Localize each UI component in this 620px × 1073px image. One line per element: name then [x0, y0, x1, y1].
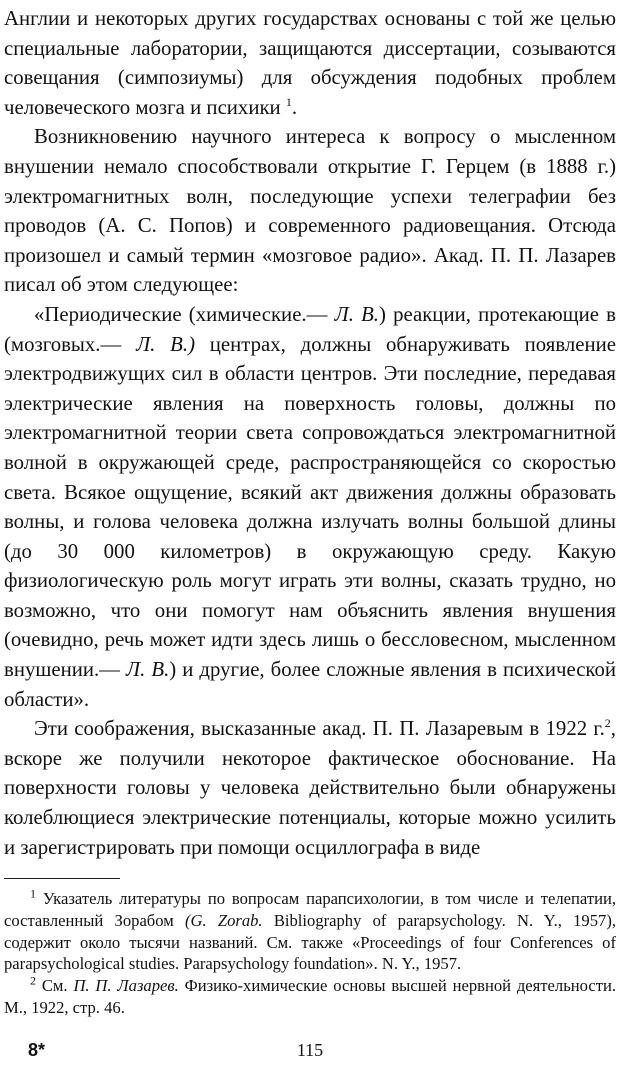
signature-mark: 8*	[28, 1040, 46, 1060]
paragraph	[4, 300, 616, 714]
footnotes	[4, 888, 616, 1019]
text-run: ) реакции, протекающие в (мозговых.—	[4, 302, 616, 356]
page-number: 115	[296, 1040, 324, 1060]
text-run: Физико-химические основы высшей нервной деятельности. М., 1922, стр. 46.	[4, 976, 617, 1017]
italic-text: Л. В.)	[136, 332, 195, 356]
text-run: центрах, должны обнаруживать появление электродвижущих сил в области центров. Эти последние, передавая электрические явления на поверхность головы, должны по электромагнитной теории света сопровождаться электромагнитной волной в окружающей среде, распространяющейся со скоростью света. Всякое ощущение, всякий акт движения должны образовать волны, и голова человека должна излучать волны большой длины (до 30 000 километров) в окружающую среду. Какую физиологическую роль могут играть эти волны, сказать трудно, но возможно, что они помогут нам объяснить явления внушения (очевидно, речь может идти здесь лишь о бессловесном, мысленном внушении.—	[4, 332, 617, 682]
italic-text: Л. В.	[126, 658, 170, 682]
footnote	[4, 888, 616, 975]
text-run: Возникновению научного интереса к вопросу о мысленном внушении немало способствовали открытие Г. Герцем (в 1888 г.) электромагнитных волн, последующие успехи телеграфии без проводов (А. С. Попов) и современного радиовещания. Отсюда произошел и самый термин «мозговое радио». Акад. П. П. Лазарев писал об этом следующее:	[4, 125, 616, 297]
text-run: Bibliography of parapsychology. N. Y., 1957), содержит около тысячи названий. См. также «Proceedings of four Conferences of parapsychological studies. Parapsychology foundation». N. Y., 1957.	[4, 910, 616, 974]
page-footer	[0, 1040, 620, 1070]
text-run: ) и другие, более сложные явления в психической области».	[4, 658, 616, 711]
page	[4, 4, 616, 862]
text-run: Указатель литературы по вопросам парапсихологии, в том числе и телепатии, составленный Зорабом	[4, 889, 616, 930]
paragraph	[4, 4, 616, 122]
italic-text: (G. Zorab.	[184, 910, 263, 930]
footnote-divider	[4, 878, 120, 879]
body-text	[4, 4, 616, 862]
text-run: .	[291, 95, 298, 119]
text-run: , вскоре же получили некоторое фактическое обоснование. На поверхности головы у человека действительно были обнаружены колеблющиеся электрические потенциалы, которые можно усилить и зарегистрировать при помощи осциллографа в виде	[4, 717, 616, 859]
text-run: Эти соображения, высказанные акад. П. П. Лазаревым в 1922 г.	[34, 717, 605, 741]
footnote	[4, 975, 616, 1019]
paragraph	[4, 714, 616, 862]
text-run: Англии и некоторых других государствах основаны с той же целью специальные лаборатории, защищаются диссертации, созываются совещания (симпозиумы) для обсуждения подобных проблем человеческого мозга и психики	[4, 7, 616, 119]
text-run: «Периодические (химические.—	[34, 302, 335, 326]
footnote-ref: 2	[30, 973, 36, 988]
footnote-ref: 2	[604, 716, 611, 731]
italic-text: П. П. Лазарев.	[73, 976, 179, 996]
text-run: См.	[36, 976, 74, 996]
footnote-ref: 1	[285, 94, 292, 109]
paragraph	[4, 122, 616, 300]
italic-text: Л. В.	[334, 302, 379, 326]
footnote-ref: 1	[30, 886, 36, 901]
